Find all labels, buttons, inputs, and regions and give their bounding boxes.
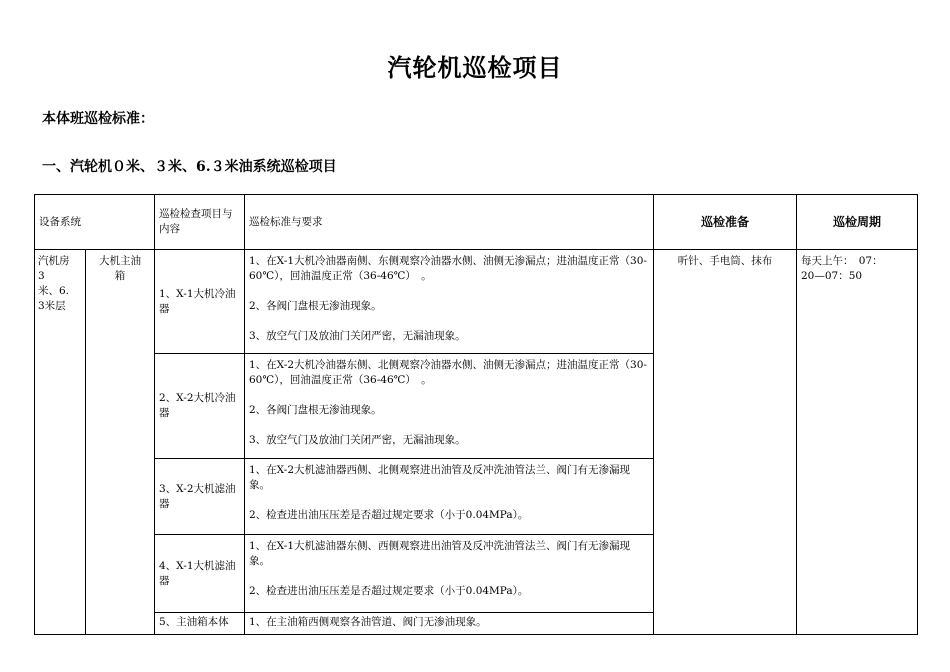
standard-line: 2、各阀门盘根无渗油现象。 [249, 300, 382, 312]
header-standard: 巡检标准与要求 [245, 195, 654, 250]
cycle-line: 20—07：50 [801, 270, 863, 282]
standard-line: 2、检查进出油压压差是否超过规定要求（小于0.04MPa）。 [249, 509, 529, 521]
equipment-line: 箱 [114, 270, 126, 282]
item-cell: 5、主油箱本体 [155, 613, 245, 635]
table-header-row [35, 195, 918, 250]
standard-line: 1、在X-1大机冷油器南侧、东侧观察冷油器水侧、油侧无渗漏点；进油温度正常（30-60℃），回油温度正常（36-46℃） 。 [249, 255, 647, 282]
standard-line: 1、在X-2大机滤油器西侧、北侧观察进出油管及反冲洗油管法兰、阀门有无渗漏现象。 [249, 464, 631, 491]
location-line: 3米层 [38, 300, 66, 312]
location-line: 米、6. [38, 285, 70, 297]
standard-line: 3、放空气门及放油门关闭严密，无漏油现象。 [249, 434, 466, 446]
location-line: 汽机房 [38, 255, 70, 267]
location-line: 3 [38, 270, 45, 282]
standard-line: 2、各阀门盘根无渗油现象。 [249, 404, 382, 416]
standard-cell [245, 250, 654, 354]
cycle-cell [797, 250, 918, 635]
equipment-line: 大机主油 [99, 255, 141, 267]
standard-line: 1、在X-1大机滤油器东侧、西侧观察进出油管及反冲洗油管法兰、阀门有无渗漏现象。 [249, 540, 631, 567]
item-cell: 4、X-1大机滤油器 [155, 535, 245, 613]
subtitle: 本体班巡检标准： [42, 111, 154, 127]
standard-line: 1、在主油箱西侧观察各油管道、阀门无渗油现象。 [249, 616, 487, 628]
table-row [35, 250, 918, 354]
standard-cell [245, 613, 654, 635]
header-item: 巡检检查项目与内容 [155, 195, 245, 250]
prep-cell: 听针、手电筒、抹布 [654, 250, 797, 635]
item-cell: 3、X-2大机滤油器 [155, 459, 245, 535]
section-heading: 一、汽轮机０米、３米、6.３米油系统巡检项目 [42, 159, 337, 175]
item-cell: 2、X-2大机冷油器 [155, 354, 245, 459]
location-cell [35, 250, 86, 635]
equipment-cell [86, 250, 155, 635]
header-system: 设备系统 [35, 195, 155, 250]
standard-line: 1、在X-2大机冷油器东侧、北侧观察冷油器水侧、油侧无渗漏点；进油温度正常（30-60℃），回油温度正常（36-46℃） 。 [249, 359, 647, 386]
cycle-line: 每天上午： 07： [801, 255, 883, 267]
standard-cell [245, 459, 654, 535]
header-prep: 巡检准备 [654, 195, 797, 250]
standard-cell [245, 535, 654, 613]
standard-cell [245, 354, 654, 459]
standard-line: 3、放空气门及放油门关闭严密，无漏油现象。 [249, 330, 466, 342]
standard-line: 2、检查进出油压压差是否超过规定要求（小于0.04MPa）。 [249, 585, 529, 597]
inspection-table [34, 194, 918, 635]
item-cell: 1、X-1大机冷油器 [155, 250, 245, 354]
header-cycle: 巡检周期 [797, 195, 918, 250]
page-title: 汽轮机巡检项目 [387, 53, 563, 82]
